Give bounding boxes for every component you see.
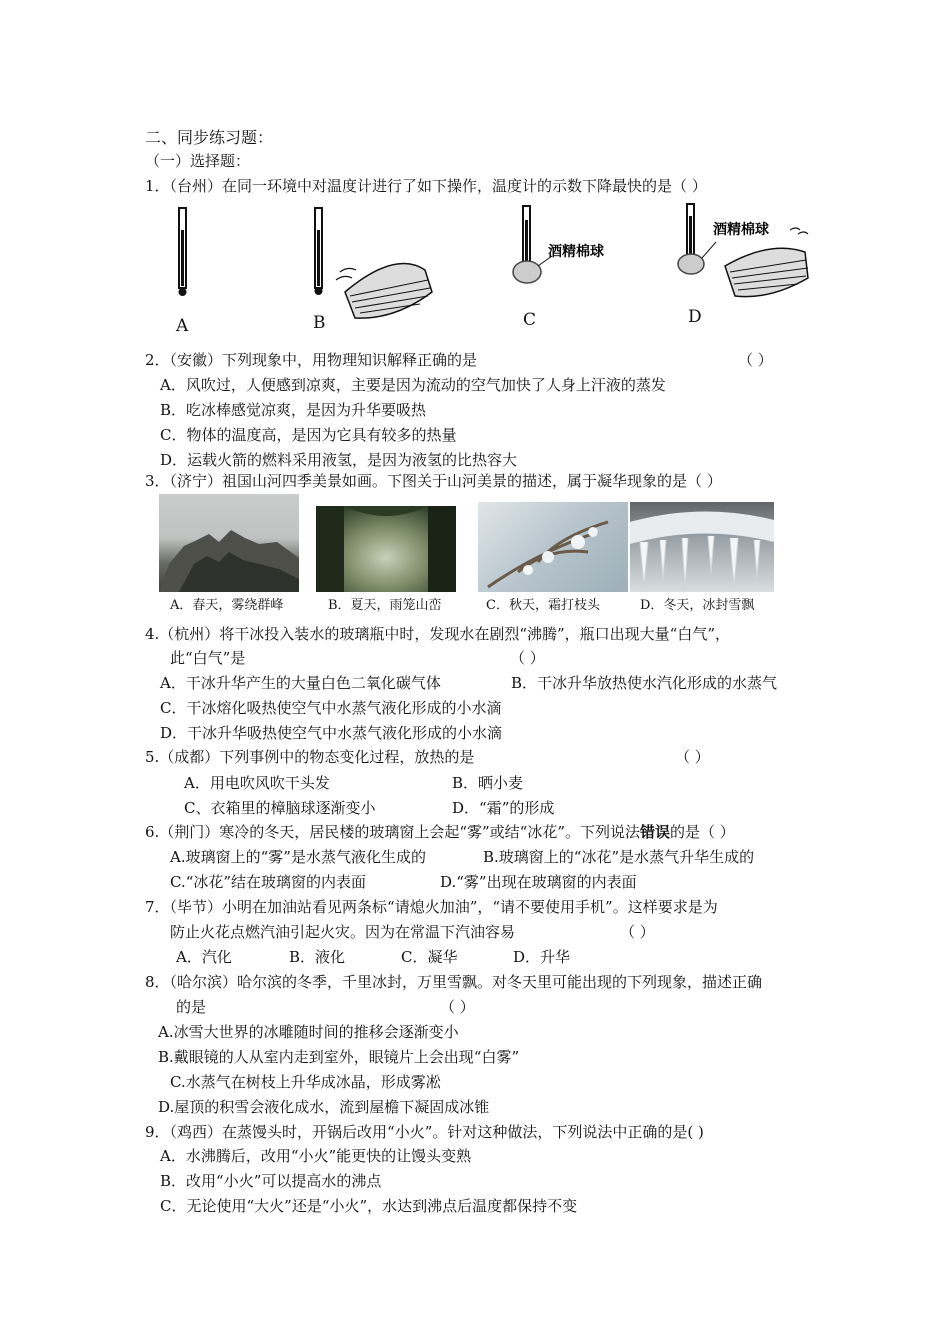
q9-option-a: A．水沸腾后，改用“小火”能更快的让馒头变熟	[160, 1147, 472, 1165]
q7-paren: （ ）	[620, 923, 655, 941]
q5-option-d: D．“霜”的形成	[452, 799, 555, 817]
q1-label-a: A	[176, 316, 189, 336]
q7-stem: 7．（毕节）小明在加油站看见两条标“请熄火加油”，“请不要使用手机”。这样要求是为	[145, 898, 718, 916]
subsection-title: （一）选择题：	[145, 152, 251, 170]
q4-paren: （ ）	[510, 649, 545, 667]
q5-option-a: A．用电吹风吹干头发	[184, 774, 330, 792]
q8-stem-2: 的是	[176, 998, 207, 1016]
q9-stem: 9．（鸡西）在蒸馒头时，开锅后改用“小火”。针对这种做法，下列说法中正确的是( )	[145, 1123, 704, 1141]
q2-option-c: C．物体的温度高，是因为它具有较多的热量	[160, 426, 457, 444]
q6-option-a: A.玻璃窗上的“雾”是水蒸气液化生成的	[170, 848, 426, 866]
thermometer-b-icon	[315, 208, 323, 295]
q6-option-d: D.“雾”出现在玻璃窗的内表面	[440, 873, 637, 891]
q7-option-d: D．升华	[513, 948, 571, 966]
q7-stem-2: 防止火花点燃汽油引起火灾。因为在常温下汽油容易	[170, 923, 516, 941]
q7-option-a: A．汽化	[176, 948, 232, 966]
q8-option-a: A.冰雪大世界的冰雕随时间的推移会逐渐变小	[158, 1023, 459, 1041]
q3-caption-c: C．秋天，霜打枝头	[486, 598, 600, 613]
q5-option-b: B．晒小麦	[452, 774, 524, 792]
q5-stem: 5.（成都）下列事例中的物态变化过程，放热的是	[145, 748, 475, 766]
q1-label-b: B	[313, 313, 326, 333]
cotton-ball-c-icon	[513, 256, 552, 283]
q3-stem: 3．（济宁）祖国山河四季美景如画。下图关于山河美景的描述，属于凝华现象的是（ ）	[145, 472, 722, 490]
q4-option-c: C．干冰熔化吸热使空气中水蒸气液化形成的小水滴	[160, 699, 502, 717]
q3-photo-d	[630, 502, 774, 592]
q2-option-a: A．风吹过，人便感到凉爽，主要是因为流动的空气加快了人身上汗液的蒸发	[160, 376, 666, 394]
q3-photo-a	[159, 494, 299, 592]
q1-stem: 1．（台州）在同一环境中对温度计进行了如下操作，温度计的示数下降最快的是（ ）	[145, 177, 707, 195]
q1-label-c: C	[523, 310, 537, 330]
q4-stem-2: 此“白气”是	[170, 649, 246, 667]
q4-option-a: A．干冰升华产生的大量白色二氧化碳气体	[160, 674, 441, 692]
q3-caption-d: D．冬天，冰封雪飘	[640, 598, 755, 613]
q8-stem: 8．（哈尔滨）哈尔滨的冬季，千里冰封，万里雪飘。对冬天里可能出现的下列现象，描述正确	[145, 973, 763, 991]
q7-option-b: B．液化	[289, 948, 346, 966]
q2-paren: （ ）	[738, 351, 773, 369]
q2-option-b: B．吃冰棒感觉凉爽，是因为升华要吸热	[160, 401, 427, 419]
cotton-ball-d-icon	[678, 242, 716, 274]
q1-figure	[150, 200, 810, 340]
q6-option-c: C.“冰花”结在玻璃窗的内表面	[170, 873, 367, 891]
q7-option-c: C．凝华	[401, 948, 458, 966]
thermometer-c-icon	[523, 206, 530, 268]
q8-option-b: B.戴眼镜的人从室内走到室外，眼镜片上会出现“白雾”	[158, 1048, 520, 1066]
q8-option-c: C.水蒸气在树枝上升华成冰晶，形成雾凇	[170, 1073, 441, 1091]
q4-option-b: B．干冰升华放热使水汽化形成的水蒸气	[511, 674, 778, 692]
q9-option-b: B．改用“小火”可以提高水的沸点	[160, 1172, 382, 1190]
thermometer-d-icon	[687, 204, 694, 260]
q3-photo-b	[316, 506, 456, 592]
q5-option-c: C、衣箱里的樟脑球逐渐变小	[184, 799, 376, 817]
q5-paren: （ ）	[675, 748, 710, 766]
q6-stem-post: 的是（ ）	[670, 823, 735, 841]
section-title: 二、同步练习题：	[145, 128, 274, 147]
q2-option-d: D．运载火箭的燃料采用液氢，是因为液氢的比热容大	[160, 451, 518, 469]
q3-caption-b: B．夏天，雨笼山峦	[328, 598, 442, 613]
q2-stem: 2．（安徽）下列现象中，用物理知识解释正确的是	[145, 351, 478, 369]
thermometer-a-icon	[179, 208, 187, 296]
alcohol-label-c: 酒精棉球	[548, 244, 604, 260]
q8-option-d: D.屋顶的积雪会液化成水，流到屋檐下凝固成冰锥	[158, 1098, 490, 1116]
q1-label-d: D	[688, 307, 702, 327]
q6-option-b: B.玻璃窗上的“冰花”是水蒸气升华生成的	[483, 848, 755, 866]
q6-stem-pre: 6.（荆门）寒冷的冬天，居民楼的玻璃窗上会起“雾”或结“冰花”。下列说法	[145, 823, 640, 841]
q4-option-d: D．干冰升华吸热使空气中水蒸气液化形成的小水滴	[160, 724, 503, 742]
q3-caption-a: A．春天，雾绕群峰	[170, 598, 284, 613]
q6-stem-bold: 错误	[640, 823, 671, 841]
fan-b-icon	[336, 264, 432, 319]
q3-photo-c	[478, 502, 628, 592]
fan-d-icon	[725, 228, 808, 297]
q4-stem: 4.（杭州）将干冰投入装水的玻璃瓶中时，发现水在剧烈“沸腾”，瓶口出现大量“白气”，	[145, 625, 730, 643]
alcohol-label-d: 酒精棉球	[713, 222, 769, 238]
q9-option-c: C．无论使用“大火”还是“小火”，水达到沸点后温度都保持不变	[160, 1197, 578, 1215]
q8-paren: （ ）	[440, 998, 475, 1016]
q6-stem	[145, 822, 735, 842]
